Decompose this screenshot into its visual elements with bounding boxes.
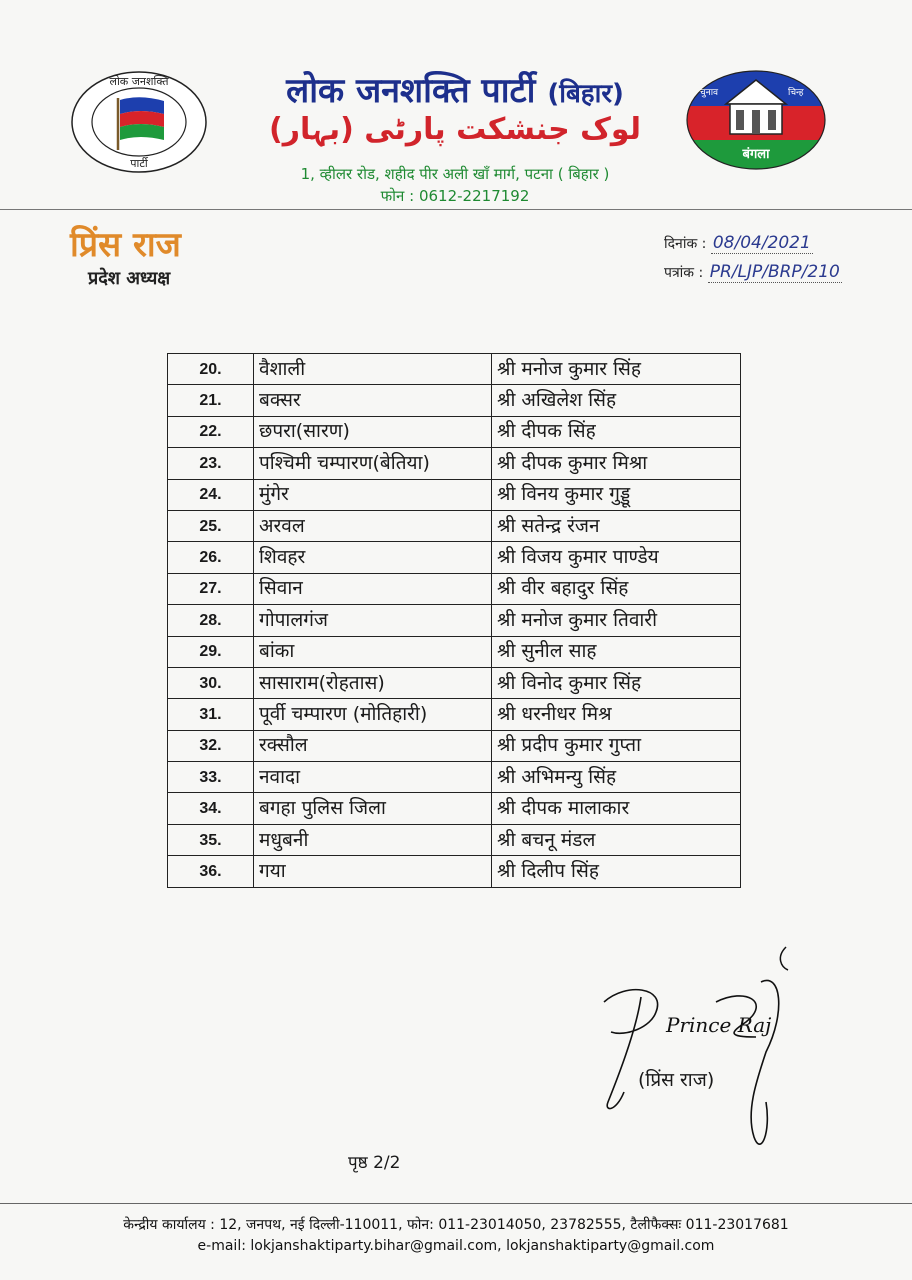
row-number: 29.: [168, 636, 254, 667]
table-row: [168, 824, 741, 855]
district-cell: मुंगेर: [254, 479, 492, 510]
district-cell: शिवहर: [254, 542, 492, 573]
signature-text: Prince Raj: [666, 1013, 772, 1037]
table-row: [168, 354, 741, 385]
party-address: 1, व्हीलर रोड, शहीद पीर अली खाँ मार्ग, पटना ( बिहार ): [300, 165, 610, 183]
logo-top-text: लोक जनशक्ति: [109, 75, 169, 88]
president-cell: श्री अखिलेश सिंह: [492, 385, 741, 416]
row-number: 31.: [168, 699, 254, 730]
president-cell: श्री दीपक कुमार मिश्रा: [492, 448, 741, 479]
election-symbol-logo: [686, 70, 826, 170]
president-cell: श्री दीपक मालाकार: [492, 793, 741, 824]
row-number: 24.: [168, 479, 254, 510]
party-name-hindi: [220, 66, 690, 112]
president-cell: श्री दिलीप सिंह: [492, 856, 741, 887]
ref-line: [664, 262, 842, 282]
row-number: 32.: [168, 730, 254, 761]
district-cell: नवादा: [254, 762, 492, 793]
table-row: [168, 856, 741, 887]
symbol-bottom-text: बंगला: [742, 147, 770, 162]
table-row: [168, 448, 741, 479]
row-number: 33.: [168, 762, 254, 793]
district-cell: सिवान: [254, 573, 492, 604]
ref-label: पत्रांक :: [664, 265, 704, 281]
date-value: 08/04/2021: [712, 233, 811, 253]
row-number: 20.: [168, 354, 254, 385]
party-name-urdu: لوک جنشکت پارٹی (بہار): [269, 112, 641, 147]
president-cell: श्री अभिमन्यु सिंह: [492, 762, 741, 793]
table-row: [168, 479, 741, 510]
party-state-text: (बिहार): [547, 79, 624, 109]
row-number: 23.: [168, 448, 254, 479]
table-row: [168, 667, 741, 698]
district-cell: वैशाली: [254, 354, 492, 385]
row-number: 25.: [168, 510, 254, 541]
party-flag-logo: [70, 70, 208, 174]
president-cell: श्री सतेन्द्र रंजन: [492, 510, 741, 541]
president-cell: श्री दीपक सिंह: [492, 416, 741, 447]
row-number: 34.: [168, 793, 254, 824]
logo-bottom-text: पार्टी: [130, 157, 148, 170]
district-cell: मधुबनी: [254, 824, 492, 855]
signatory-name: (प्रिंस राज): [638, 1069, 715, 1091]
row-number: 36.: [168, 856, 254, 887]
row-number: 28.: [168, 605, 254, 636]
district-cell: छपरा(सारण): [254, 416, 492, 447]
footer-divider: [0, 1203, 912, 1204]
table-row: [168, 605, 741, 636]
table-row: [168, 762, 741, 793]
party-phone: फोन : 0612-2217192: [380, 187, 530, 205]
table-row: [168, 730, 741, 761]
date-label: दिनांक :: [664, 236, 707, 252]
president-cell: श्री वीर बहादुर सिंह: [492, 573, 741, 604]
table-row: [168, 510, 741, 541]
district-cell: पश्चिमी चम्पारण(बेतिया): [254, 448, 492, 479]
district-cell: अरवल: [254, 510, 492, 541]
date-line: [664, 233, 813, 253]
president-cell: श्री मनोज कुमार तिवारी: [492, 605, 741, 636]
district-cell: बांका: [254, 636, 492, 667]
president-cell: श्री बचनू मंडल: [492, 824, 741, 855]
row-number: 35.: [168, 824, 254, 855]
president-cell: श्री सुनील साह: [492, 636, 741, 667]
district-cell: पूर्वी चम्पारण (मोतिहारी): [254, 699, 492, 730]
district-cell: रक्सौल: [254, 730, 492, 761]
row-number: 22.: [168, 416, 254, 447]
table-row: [168, 793, 741, 824]
row-number: 21.: [168, 385, 254, 416]
ref-value: PR/LJP/BRP/210: [709, 262, 840, 282]
district-cell: बक्सर: [254, 385, 492, 416]
footer-office-address: केन्द्रीय कार्यालय : 12, जनपथ, नई दिल्ली-110011, फोन: 011-23014050, 23782555, टैलीफैक्सः 011-23017681: [123, 1217, 789, 1233]
table-row: [168, 385, 741, 416]
president-cell: श्री धरनीधर मिश्र: [492, 699, 741, 730]
sender-name: प्रिंस राज: [70, 225, 181, 265]
footer-email: e-mail: lokjanshaktiparty.bihar@gmail.com, lokjanshaktiparty@gmail.com: [197, 1238, 715, 1254]
president-cell: श्री विजय कुमार पाण्डेय: [492, 542, 741, 573]
district-cell: गया: [254, 856, 492, 887]
table-row: [168, 542, 741, 573]
district-cell: सासाराम(रोहतास): [254, 667, 492, 698]
page-number: पृष्ठ 2/2: [348, 1153, 401, 1173]
president-cell: श्री विनोद कुमार सिंह: [492, 667, 741, 698]
district-president-table: [167, 353, 741, 888]
district-cell: गोपालगंज: [254, 605, 492, 636]
symbol-left-text: चुनाव: [700, 88, 719, 98]
table-row: [168, 699, 741, 730]
sender-designation: प्रदेश अध्यक्ष: [88, 268, 171, 289]
party-name-text: लोक जनशक्ति पार्टी: [286, 71, 536, 111]
president-cell: श्री विनय कुमार गुड्डू: [492, 479, 741, 510]
table-row: [168, 416, 741, 447]
row-number: 30.: [168, 667, 254, 698]
row-number: 26.: [168, 542, 254, 573]
row-number: 27.: [168, 573, 254, 604]
district-cell: बगहा पुलिस जिला: [254, 793, 492, 824]
table-row: [168, 573, 741, 604]
symbol-right-text: चिन्ह: [788, 88, 804, 98]
table-row: [168, 636, 741, 667]
header-divider: [0, 209, 912, 210]
president-cell: श्री प्रदीप कुमार गुप्ता: [492, 730, 741, 761]
signature: [596, 942, 816, 1172]
president-cell: श्री मनोज कुमार सिंह: [492, 354, 741, 385]
